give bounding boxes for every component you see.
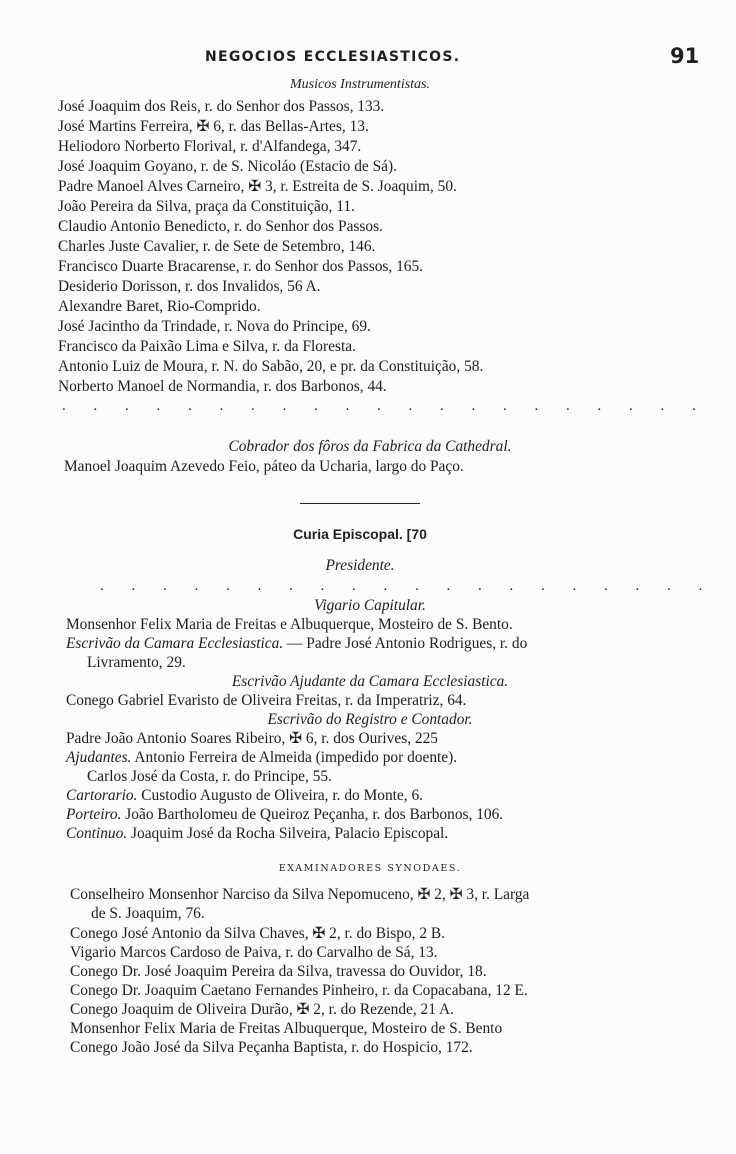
list-item: Norberto Manoel de Normandia, r. dos Barbonos, 44.: [58, 378, 387, 395]
list-item: Heliodoro Norberto Florival, r. d'Alfandega, 347.: [58, 138, 362, 155]
list-item: [66, 825, 448, 843]
list-item: de S. Joaquim, 76.: [91, 905, 205, 922]
section-divider: [300, 503, 420, 504]
section-heading-examinadores: EXAMINADORES SYNODAES.: [278, 863, 462, 874]
list-item: [66, 806, 503, 824]
list-item: Livramento, 29.: [87, 654, 186, 671]
page-number: 91: [670, 44, 700, 68]
list-item: Conselheiro Monsenhor Narciso da Silva Nepomuceno, ✠ 2, ✠ 3, r. Larga: [70, 886, 530, 903]
list-item: Francisco Duarte Bracarense, r. do Senhor dos Passos, 165.: [58, 258, 424, 275]
list-item: [66, 749, 457, 767]
section-heading-musicos: Musicos Instrumentistas.: [290, 77, 430, 92]
list-item: Francisco da Paixão Lima e Silva, r. da Floresta.: [58, 338, 356, 355]
list-item: Antonio Luiz de Moura, r. N. do Sabão, 20, e pr. da Constituição, 58.: [58, 358, 484, 375]
list-item: [66, 635, 527, 653]
ellipsis-row: . . . . . . . . . . . . . . . . . . . .: [100, 578, 715, 594]
list-item: Conego Gabriel Evaristo de Oliveira Freitas, r. da Imperatriz, 64.: [66, 692, 467, 709]
list-item: José Jacintho da Trindade, r. Nova do Principe, 69.: [58, 318, 371, 335]
list-item: Charles Juste Cavalier, r. de Sete de Setembro, 146.: [58, 238, 376, 255]
list-item: Desiderio Dorisson, r. dos Invalidos, 56 A.: [58, 278, 321, 295]
entry-label: Continuo.: [66, 825, 128, 842]
list-item: Conego José Antonio da Silva Chaves, ✠ 2, r. do Bispo, 2 B.: [70, 925, 446, 942]
list-item: Alexandre Baret, Rio-Comprido.: [58, 298, 261, 315]
list-item: Carlos José da Costa, r. do Principe, 55.: [87, 768, 332, 785]
entry-text: Joaquim José da Rocha Silveira, Palacio Episcopal.: [131, 825, 449, 842]
entry-label: Cartorario.: [66, 787, 138, 804]
entry-text: Custodio Augusto de Oliveira, r. do Monte, 6.: [141, 787, 424, 804]
list-item: [66, 787, 423, 805]
section-heading-ajudante: Escrivão Ajudante da Camara Ecclesiastica.: [231, 673, 509, 690]
list-item: Monsenhor Felix Maria de Freitas e Albuquerque, Mosteiro de S. Bento.: [66, 616, 513, 633]
list-item: José Martins Ferreira, ✠ 6, r. das Bellas-Artes, 13.: [58, 118, 369, 135]
section-heading-registro: Escrivão do Registro e Contador.: [267, 711, 473, 728]
section-heading-vigario: Vigario Capitular.: [314, 597, 426, 614]
entry-text: — Padre José Antonio Rodrigues, r. do: [287, 635, 528, 652]
entry-label: Porteiro.: [66, 806, 122, 823]
list-item: Padre João Antonio Soares Ribeiro, ✠ 6, r. dos Ourives, 225: [66, 730, 438, 747]
list-item: José Joaquim Goyano, r. de S. Nicoláo (Estacio de Sá).: [58, 158, 397, 175]
list-item: Conego Dr. Joaquim Caetano Fernandes Pinheiro, r. da Copacabana, 12 E.: [70, 982, 528, 999]
list-item: Conego João José da Silva Peçanha Baptista, r. do Hospicio, 172.: [70, 1039, 473, 1056]
list-item: Monsenhor Felix Maria de Freitas Albuquerque, Mosteiro de S. Bento: [70, 1020, 503, 1037]
list-item: Padre Manoel Alves Carneiro, ✠ 3, r. Estreita de S. Joaquim, 50.: [58, 178, 457, 195]
list-item: Vigario Marcos Cardoso de Paiva, r. do Carvalho de Sá, 13.: [70, 944, 438, 961]
section-heading-cobrador: Cobrador dos fôros da Fabrica da Cathedral.: [228, 438, 512, 455]
entry-text: João Bartholomeu de Queiroz Peçanha, r. dos Barbonos, 106.: [125, 806, 504, 823]
running-header: NEGOCIOS ECCLESIASTICOS.: [205, 49, 461, 65]
section-heading-presidente: Presidente.: [325, 557, 395, 574]
list-item: Conego Dr. José Joaquim Pereira da Silva, travessa do Ouvidor, 18.: [70, 963, 487, 980]
entry-label: Ajudantes.: [66, 749, 132, 766]
list-item: Claudio Antonio Benedicto, r. do Senhor dos Passos.: [58, 218, 383, 235]
entry-text: Antonio Ferreira de Almeida (impedido por doente).: [134, 749, 458, 766]
curia-title: Curia Episcopal. [70: [293, 526, 427, 542]
list-item: Manoel Joaquim Azevedo Feio, páteo da Ucharia, largo do Paço.: [64, 458, 464, 475]
list-item: Conego Joaquim de Oliveira Durão, ✠ 2, r. do Rezende, 21 A.: [70, 1001, 454, 1018]
list-item: José Joaquim dos Reis, r. do Senhor dos Passos, 133.: [58, 98, 385, 115]
list-item: João Pereira da Silva, praça da Constituição, 11.: [58, 198, 355, 215]
entry-label: Escrivão da Camara Ecclesiastica.: [66, 635, 284, 652]
ellipsis-row: . . . . . . . . . . . . . . . . . . . . .: [62, 398, 708, 414]
